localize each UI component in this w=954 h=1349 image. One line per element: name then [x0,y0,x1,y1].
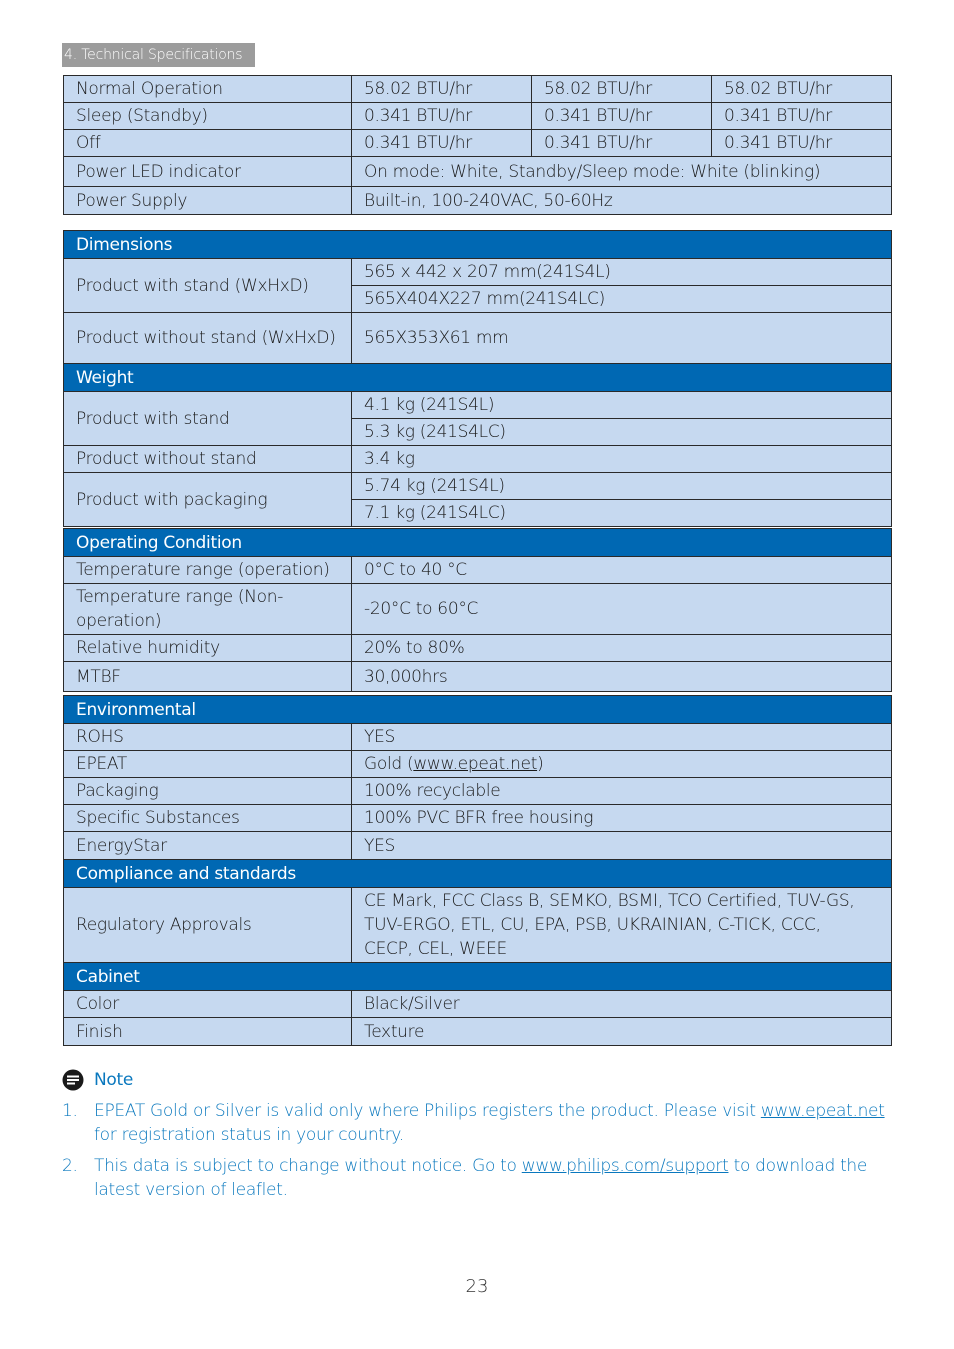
cell-value: YES [352,724,892,751]
cell-value: YES [352,832,892,860]
page-number: 23 [465,1276,489,1297]
cell-value [352,751,892,778]
table-row [64,313,892,364]
table-row [64,259,892,286]
section-header [64,696,892,724]
cell-value: 0°C to 40 °C [352,557,892,584]
operating-table [63,528,892,692]
cell-value: 20% to 80% [352,635,892,662]
note-section [62,1068,892,1202]
row-label: Product without stand (WxHxD) [64,313,352,364]
section-header [64,963,892,991]
cell-value: 5.74 kg (241S4L) [352,473,892,500]
note-header [62,1068,892,1092]
cell-value: Texture [352,1018,892,1046]
cell-value: 3.4 kg [352,446,892,473]
note-text [94,1154,892,1202]
cell-value: 58.02 BTU/hr [712,76,892,103]
power-table [63,75,892,215]
note-title: Note [94,1070,134,1090]
row-label: Product with stand (WxHxD) [64,259,352,313]
row-label: EPEAT [64,751,352,778]
section-header-label: Cabinet [64,963,892,991]
cell-value: 100% recyclable [352,778,892,805]
cell-value: 58.02 BTU/hr [532,76,712,103]
row-label: Regulatory Approvals [64,888,352,963]
note-item [62,1099,892,1147]
cell-value: 0.341 BTU/hr [712,103,892,130]
section-header [64,231,892,259]
table-row [64,76,892,103]
cell-value: 0.341 BTU/hr [712,130,892,157]
cell-value: 0.341 BTU/hr [532,103,712,130]
row-label: Normal Operation [64,76,352,103]
dimensions-weight-table [63,230,892,527]
cell-value: 4.1 kg (241S4L) [352,392,892,419]
table-row [64,187,892,215]
note-number: 1. [62,1101,78,1121]
table-row [64,1018,892,1046]
row-label: Relative humidity [64,635,352,662]
cell-value: 0.341 BTU/hr [532,130,712,157]
table-row [64,446,892,473]
table-row [64,778,892,805]
cell-value: 58.02 BTU/hr [352,76,532,103]
note-text-before: This data is subject to change without notice. Go to [94,1156,522,1176]
section-tag: 4. Technical Specifications [62,43,255,67]
row-label: Temperature range (operation) [64,557,352,584]
cell-value: 0.341 BTU/hr [352,130,532,157]
epeat-suffix: ) [537,754,544,774]
note-text-before: EPEAT Gold or Silver is valid only where Philips registers the product. Please visit [94,1101,761,1121]
cell-value: 30,000hrs [352,662,892,692]
cell-value: 565X353X61 mm [352,313,892,364]
table-row [64,832,892,860]
table-row [64,751,892,778]
cell-value: CE Mark, FCC Class B, SEMKO, BSMI, TCO Certified, TUV-GS, TUV-ERGO, ETL, CU, EPA, PSB, UKRAINIAN, C-TICK, CCC, CECP, CEL, WEEE [352,888,892,963]
cell-value: 0.341 BTU/hr [352,103,532,130]
section-header-label: Operating Condition [64,529,892,557]
row-label: Specific Substances [64,805,352,832]
cell-value: 7.1 kg (241S4LC) [352,500,892,527]
note-icon [62,1069,84,1091]
section-header [64,860,892,888]
row-label: Finish [64,1018,352,1046]
row-label: Color [64,991,352,1018]
table-row [64,888,892,963]
environmental-table [63,695,892,1046]
row-label: MTBF [64,662,352,692]
section-header [64,529,892,557]
row-label: Product with stand [64,392,352,446]
row-label: Power LED indicator [64,157,352,187]
note-text-after: for registration status in your country. [94,1125,404,1145]
epeat-link[interactable]: www.epeat.net [413,754,538,774]
table-row [64,557,892,584]
cell-value: 100% PVC BFR free housing [352,805,892,832]
table-row [64,805,892,832]
table-row [64,473,892,500]
section-header-label: Environmental [64,696,892,724]
cell-value: 565X404X227 mm(241S4LC) [352,286,892,313]
section-header [64,364,892,392]
table-row [64,392,892,419]
note-text-after: to download the latest version of leaflet. [94,1156,868,1200]
row-label: Product without stand [64,446,352,473]
table-row [64,991,892,1018]
section-header-label: Compliance and standards [64,860,892,888]
table-row [64,130,892,157]
row-label: Sleep (Standby) [64,103,352,130]
cell-value: Built-in, 100-240VAC, 50-60Hz [352,187,892,215]
note-text [94,1099,892,1147]
row-label: Product with packaging [64,473,352,527]
cell-value: 565 x 442 x 207 mm(241S4L) [352,259,892,286]
philips-support-link[interactable]: www.philips.com/support [521,1156,729,1176]
section-header-label: Dimensions [64,231,892,259]
cell-value: Black/Silver [352,991,892,1018]
row-label: Power Supply [64,187,352,215]
table-row [64,724,892,751]
row-label: EnergyStar [64,832,352,860]
row-label: ROHS [64,724,352,751]
cell-value: -20°C to 60°C [352,584,892,635]
table-row [64,103,892,130]
note-number: 2. [62,1156,78,1176]
row-label: Temperature range (Non-operation) [64,584,352,635]
note-item [62,1154,892,1202]
table-row [64,157,892,187]
cell-value: On mode: White, Standby/Sleep mode: White (blinking) [352,157,892,187]
epeat-prefix: Gold ( [364,754,414,774]
row-label: Off [64,130,352,157]
table-row [64,662,892,692]
section-header-label: Weight [64,364,892,392]
table-row [64,584,892,635]
epeat-note-link[interactable]: www.epeat.net [760,1101,885,1121]
cell-value: 5.3 kg (241S4LC) [352,419,892,446]
row-label: Packaging [64,778,352,805]
table-row [64,635,892,662]
